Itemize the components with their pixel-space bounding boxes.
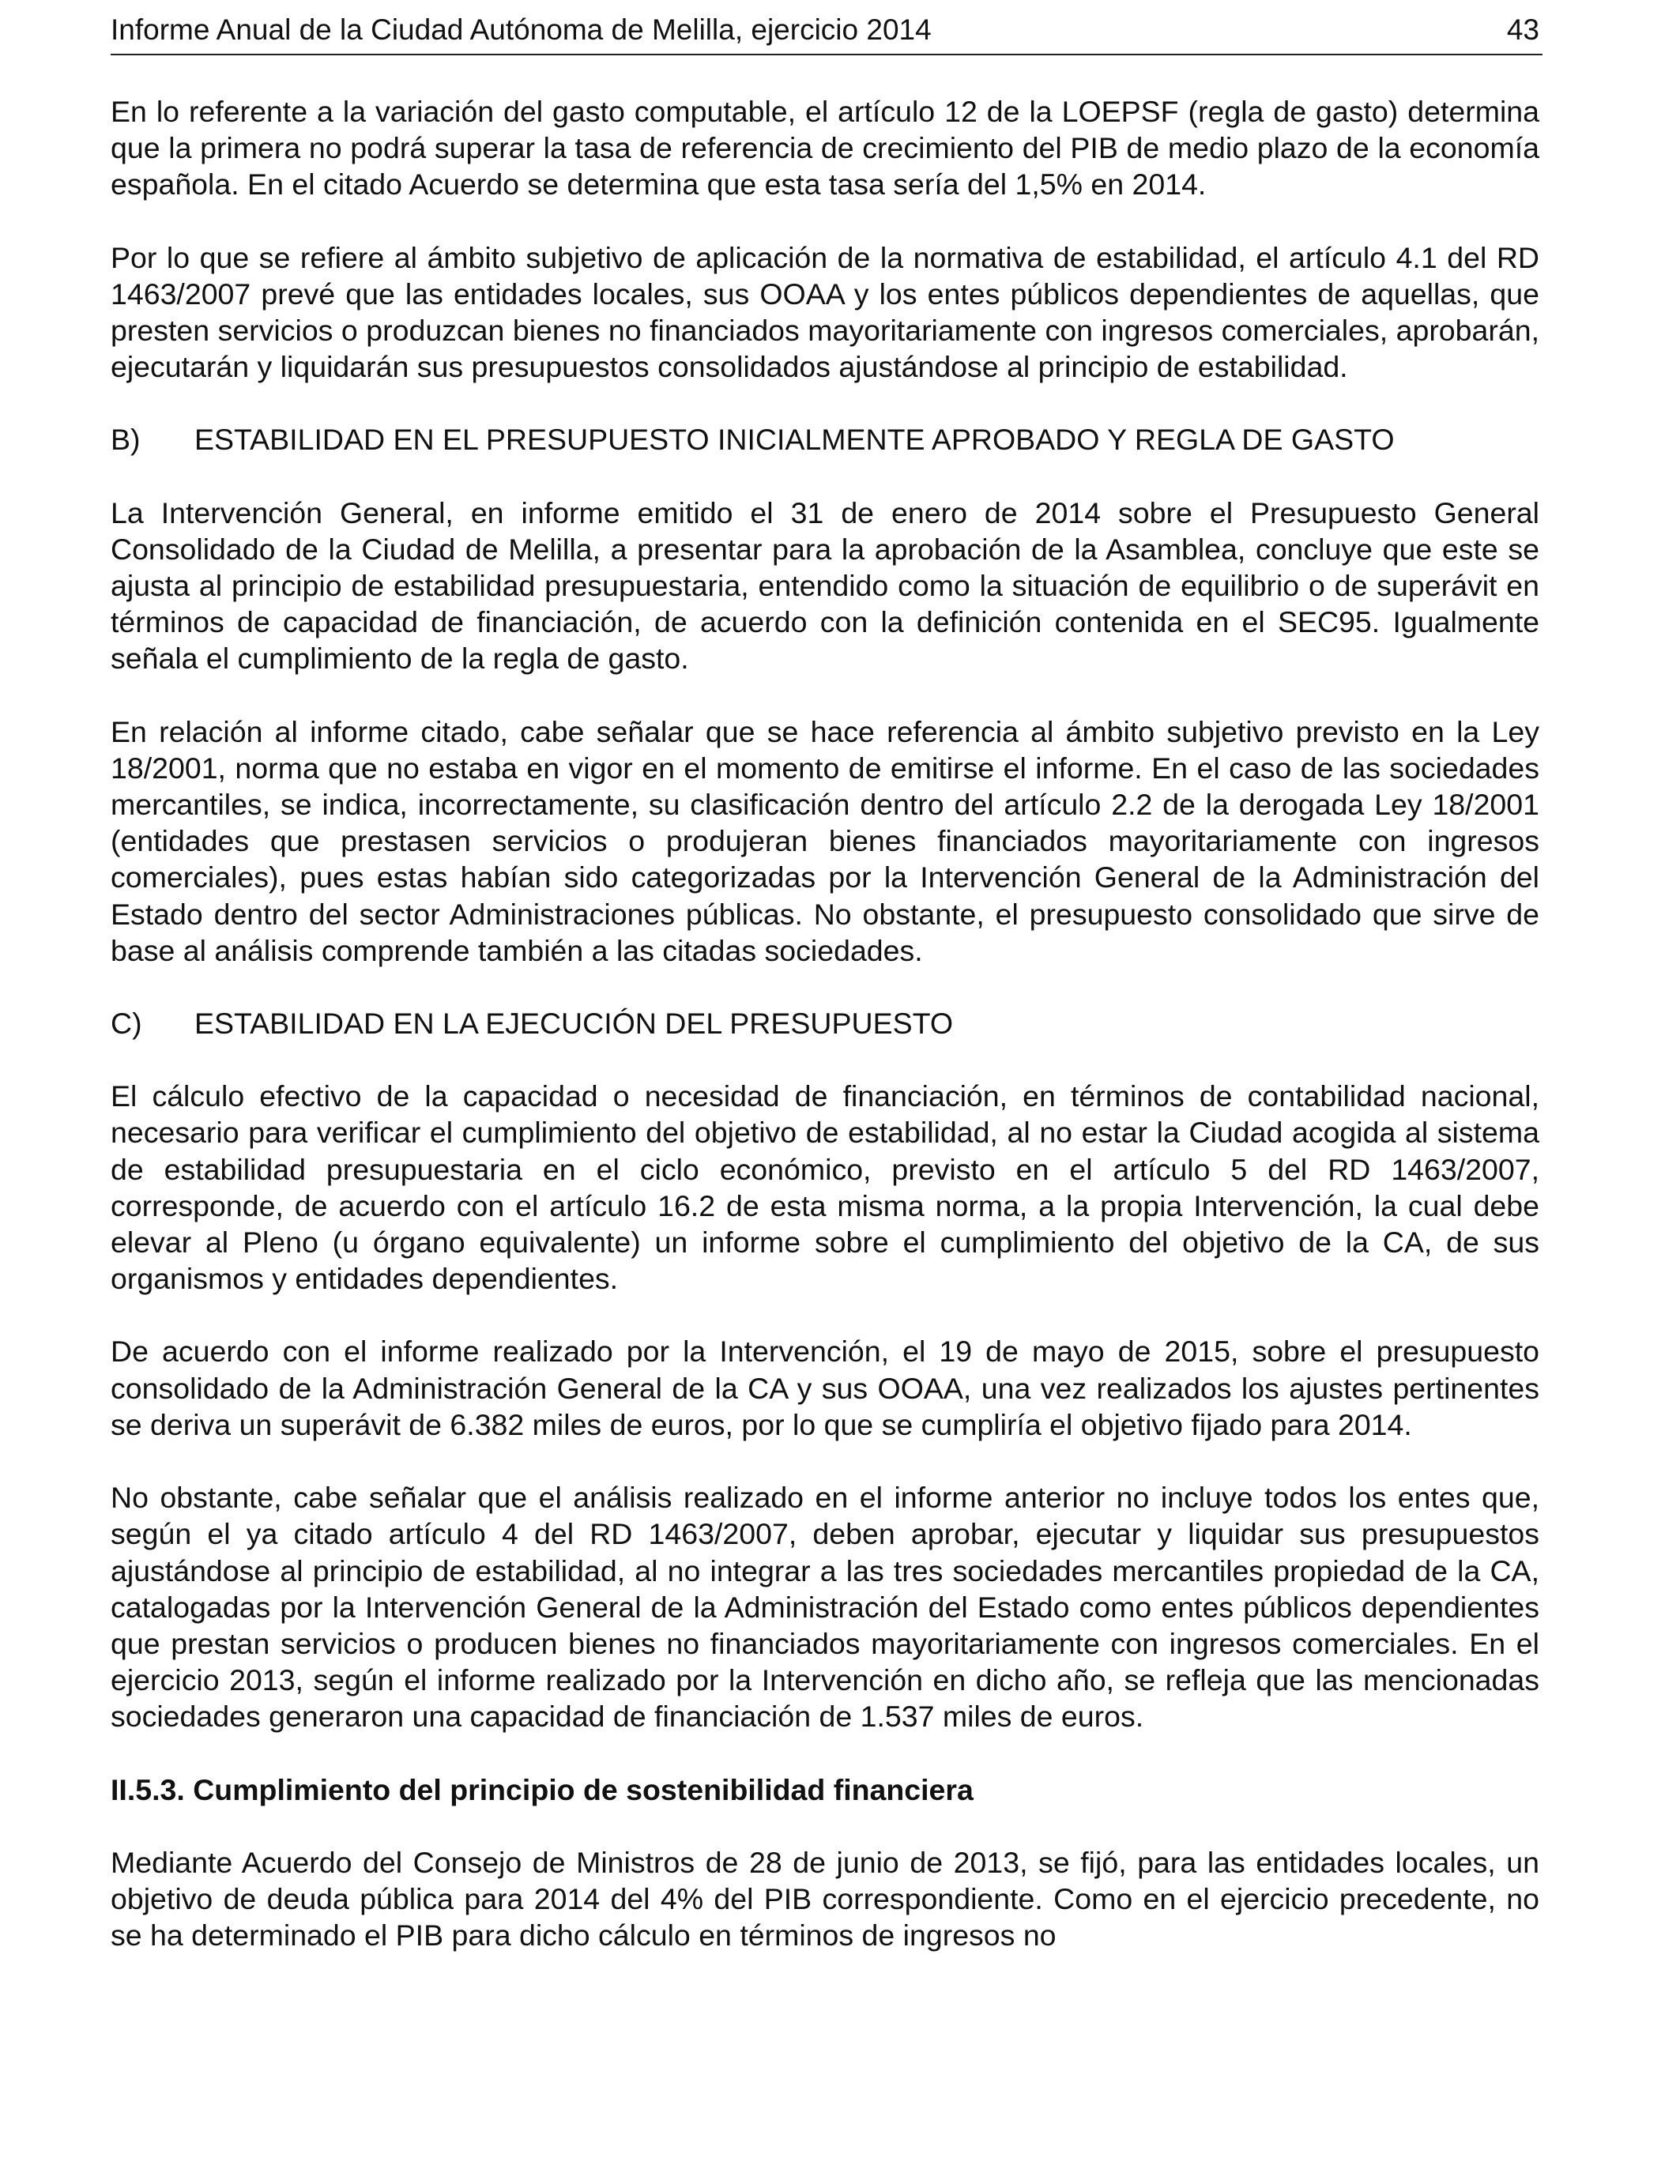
section-letter: C) bbox=[111, 1007, 142, 1041]
section-title: ESTABILIDAD EN EL PRESUPUESTO INICIALMENTE APROBADO Y REGLA DE GASTO bbox=[194, 423, 1395, 457]
section-title: ESTABILIDAD EN LA EJECUCIÓN DEL PRESUPUESTO bbox=[194, 1007, 953, 1041]
paragraph-gasto-computable: En lo referente a la variación del gasto computable, el artículo 12 de la LOEPSF (regla de gasto) determina que la primera no podrá superar la tasa de referencia de crecimiento del PIB de medio plazo de la economía española. En el citado Acuerdo se determina que esta tasa sería del 1,5% en 2014. bbox=[111, 95, 1539, 201]
paragraph-informe-citado: En relación al informe citado, cabe señalar que se hace referencia al ámbito subjetivo previsto en la Ley 18/2001, norma que no estaba en vigor en el momento de emitirse el informe. En el caso de las sociedades mercantiles, se indica, incorrectamente, su clasificación dentro del artículo 2.2 de la derogada Ley 18/2001 (entidades que prestasen servicios o produjeran bienes financiados mayoritariamente con ingresos comerciales), pues estas habían sido categorizadas por la Intervención General de la Administración del Estado dentro del sector Administraciones públicas. No obstante, el presupuesto consolidado que sirve de base al análisis comprende también a las citadas sociedades. bbox=[111, 714, 1539, 967]
running-header bbox=[111, 13, 1543, 55]
section-letter: B) bbox=[111, 423, 141, 457]
section-heading-c bbox=[111, 1005, 1539, 1041]
paragraph-no-obstante: No obstante, cabe señalar que el análisis realizado en el informe anterior no incluye todos los entes que, según el ya citado artículo 4 del RD 1463/2007, deben aprobar, ejecutar y liquidar sus presupuestos ajustándose al principio de estabilidad, al no integrar a las tres sociedades mercantiles propiedad de la CA, catalogadas por la Intervención General de la Administración del Estado como entes públicos dependientes que prestan servicios o producen bienes no financiados mayoritariamente con ingresos comerciales. En el ejercicio 2013, según el informe realizado por la Intervención en dicho año, se refleja que las mencionadas sociedades generaron una capacidad de financiación de 1.537 miles de euros. bbox=[111, 1481, 1539, 1734]
section-heading-b bbox=[111, 421, 1539, 458]
paragraph-intervencion-general: La Intervención General, en informe emitido el 31 de enero de 2014 sobre el Presupuesto General Consolidado de la Ciudad de Melilla, a presentar para la aprobación de la Asamblea, concluye que este se ajusta al principio de estabilidad presupuestaria, entendido como la situación de equilibrio o de superávit en términos de capacidad de financiación, de acuerdo con la definición contenida en el SEC95. Igualmente señala el cumplimiento de la regla de gasto. bbox=[111, 495, 1539, 676]
report-title: Informe Anual de la Ciudad Autónoma de Melilla, ejercicio 2014 bbox=[111, 13, 932, 46]
page-number: 43 bbox=[1506, 13, 1539, 46]
paragraph-calculo-efectivo: El cálculo efectivo de la capacidad o necesidad de financiación, en términos de contabilidad nacional, necesario para verificar el cumplimiento del objetivo de estabilidad, al no estar la Ciudad acogida al sistema de estabilidad presupuestaria en el ciclo económico, previsto en el artículo 5 del RD 1463/2007, corresponde, de acuerdo con el artículo 16.2 de esta misma norma, a la propia Intervención, la cual debe elevar al Pleno (u órgano equivalente) un informe sobre el cumplimiento del objetivo de la CA, de sus organismos y entidades dependientes. bbox=[111, 1079, 1539, 1296]
subsection-heading: II.5.3. Cumplimiento del principio de sostenibilidad financiera bbox=[111, 1772, 974, 1806]
paragraph-informe-intervencion: De acuerdo con el informe realizado por la Intervención, el 19 de mayo de 2015, sobre el presupuesto consolidado de la Administración General de la CA y sus OOAA, una vez realizados los ajustes pertinentes se deriva un superávit de 6.382 miles de euros, por lo que se cumpliría el objetivo fijado para 2014. bbox=[111, 1335, 1539, 1441]
paragraph-acuerdo-consejo: Mediante Acuerdo del Consejo de Ministros de 28 de junio de 2013, se fijó, para las entidades locales, un objetivo de deuda pública para 2014 del 4% del PIB correspondiente. Como en el ejercicio precedente, no se ha determinado el PIB para dicho cálculo en términos de ingresos no bbox=[111, 1845, 1539, 1952]
paragraph-ambito-subjetivo: Por lo que se refiere al ámbito subjetivo de aplicación de la normativa de estabilidad, el artículo 4.1 del RD 1463/2007 prevé que las entidades locales, sus OOAA y los entes públicos dependientes de aquellas, que presten servicios o produzcan bienes no financiados mayoritariamente con ingresos comerciales, aprobarán, ejecutarán y liquidarán sus presupuestos consolidados ajustándose al principio de estabilidad. bbox=[111, 240, 1539, 384]
page-body bbox=[111, 93, 1539, 1953]
